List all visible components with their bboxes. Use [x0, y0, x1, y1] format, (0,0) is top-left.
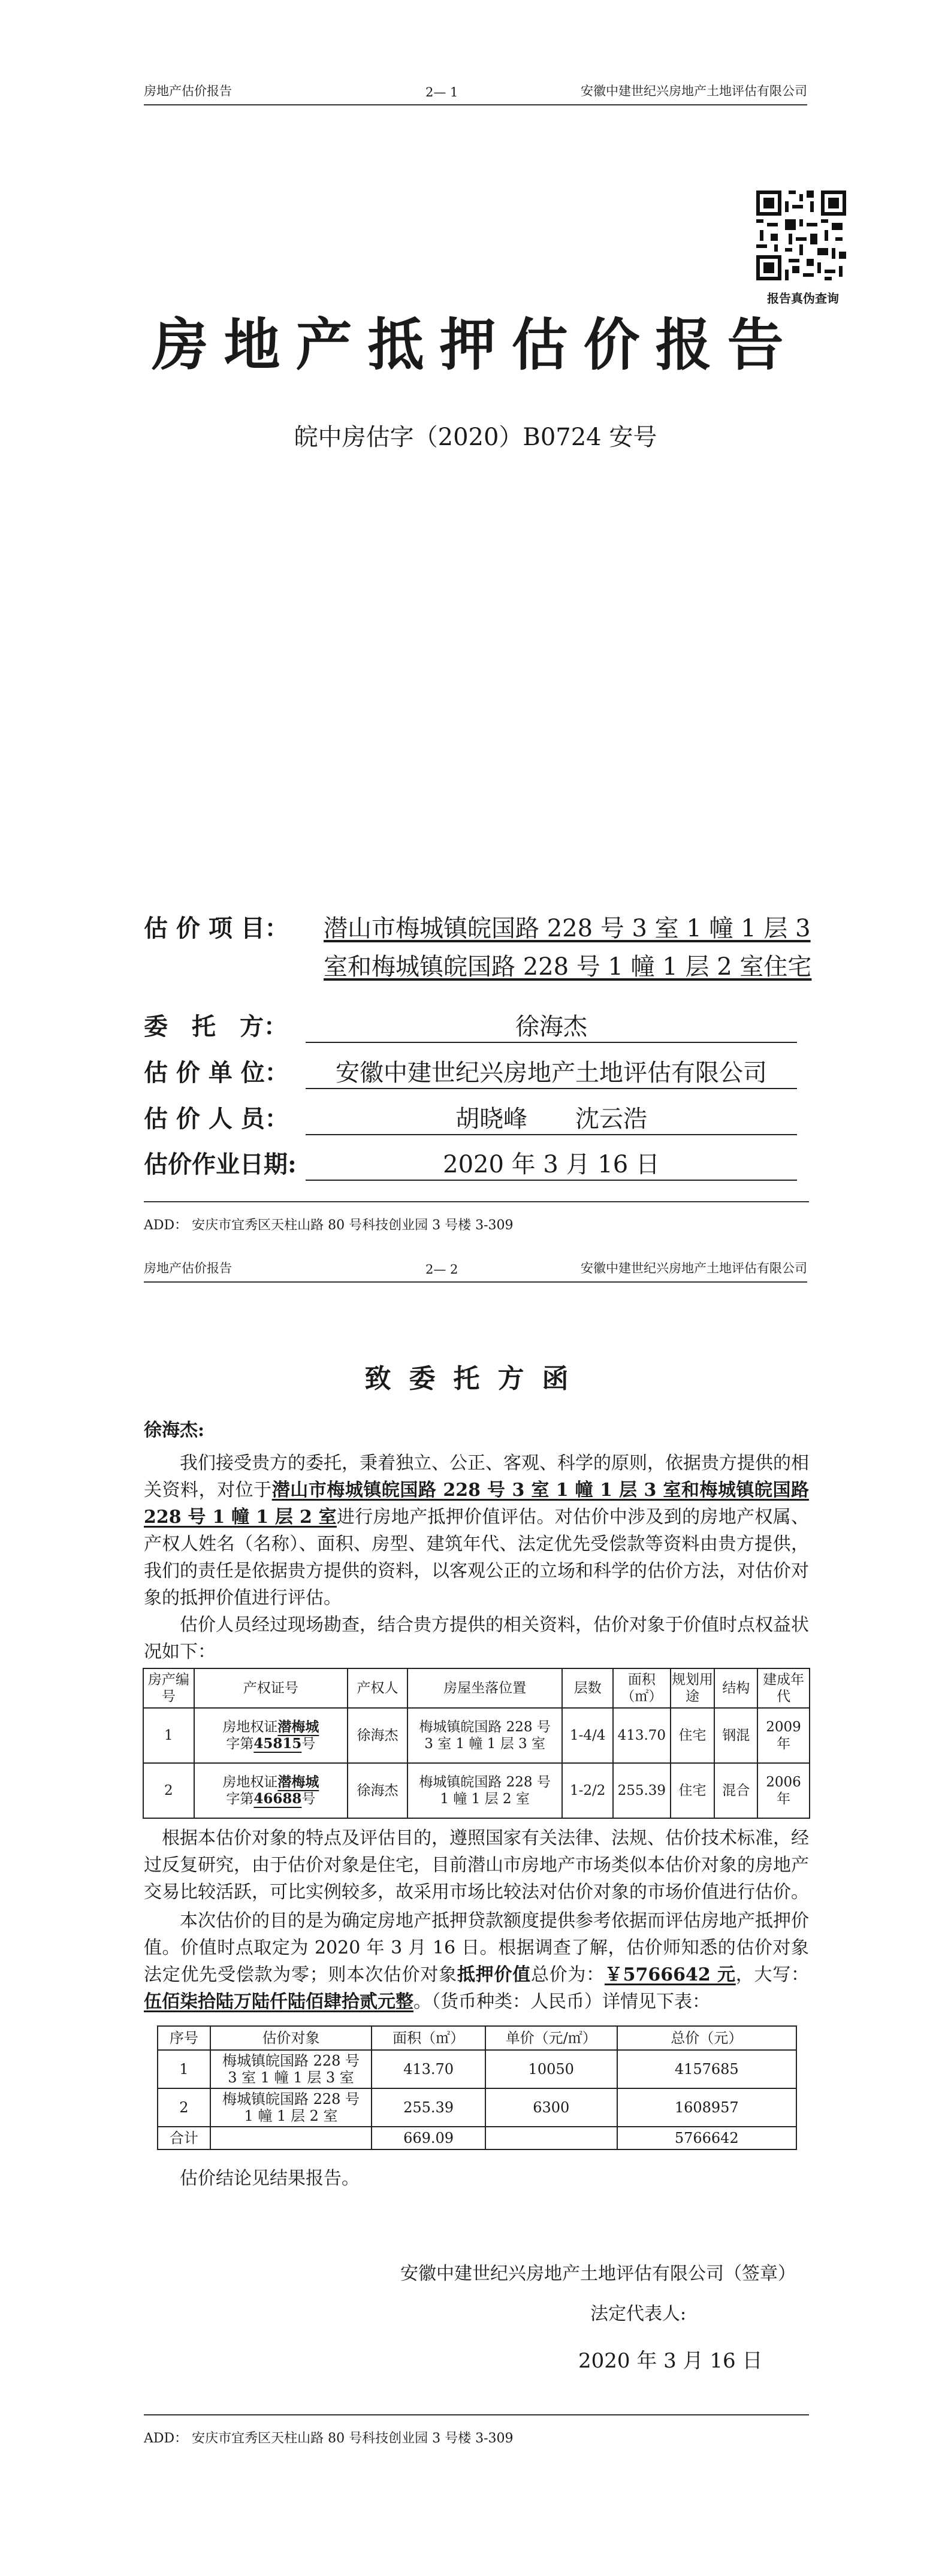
table-row — [158, 2050, 796, 2088]
footer-address: ADD： 安庆市宜秀区天柱山路 80 号科技创业园 3 号楼 3-309 — [144, 1218, 514, 1233]
cell-no: 1 — [158, 2050, 210, 2088]
header-page-number: 2— 1 — [425, 85, 458, 99]
paragraph-4 — [144, 1907, 809, 2015]
table-row — [158, 2088, 796, 2127]
cell-location: 梅城镇皖国路 228 号 3 室 1 幢 1 层 3 室 — [407, 1708, 562, 1763]
cell-structure: 钢混 — [714, 1708, 757, 1763]
date-value: 2020 年 3 月 16 日 — [306, 1145, 797, 1181]
col-header-area: 面积（㎡） — [613, 1668, 671, 1708]
cell-sum-area: 669.09 — [372, 2127, 485, 2149]
signature-company: 安徽中建世纪兴房地产土地评估有限公司（签章） — [400, 2263, 796, 2284]
cell-unit-price: 10050 — [485, 2050, 617, 2088]
cell-year: 2009 年 — [757, 1708, 810, 1763]
document-number: 皖中房估字（2020）B0724 安号 — [294, 424, 657, 451]
footer-rule — [144, 1201, 809, 1202]
cell-floors: 1-4/4 — [562, 1708, 613, 1763]
cell-unit-price: 6300 — [485, 2088, 617, 2127]
qr-caption: 报告真伪查询 — [767, 291, 839, 306]
cell-area: 255.39 — [613, 1763, 671, 1818]
client-value: 徐海杰 — [306, 1008, 797, 1043]
paragraph-5 — [144, 2165, 809, 2192]
paragraph-3 — [144, 1825, 809, 1906]
p4-text-b: 总价为： — [530, 1964, 605, 1985]
col-header-object: 估价对象 — [210, 2026, 372, 2050]
p4-text-a: 本次估价的目的是为确定房地产抵押贷款额度提供参考依据而评估房地产抵押价值。价值时点取定为 2020 年 3 月 16 日。根据调查了解，估价师知悉的估价对象法定优先受偿款为零；则本次估价对象 — [144, 1910, 809, 1985]
cell-structure: 混合 — [714, 1763, 757, 1818]
project-value-line1: 潜山市梅城镇皖国路 228 号 3 室 1 幢 1 层 3 — [324, 915, 811, 942]
p5-text: 估价结论见结果报告。 — [180, 2168, 360, 2189]
col-header-structure: 结构 — [714, 1668, 757, 1708]
col-header-year: 建成年代 — [757, 1668, 810, 1708]
cell-sum-label: 合计 — [158, 2127, 210, 2149]
cell-use: 住宅 — [671, 1763, 715, 1818]
cell-total: 1608957 — [617, 2088, 796, 2127]
p4-amount: ￥5766642 元 — [604, 1964, 736, 1985]
p4-text-c: ，大写： — [735, 1964, 810, 1985]
date-row — [144, 1145, 809, 1181]
cell-owner: 徐海杰 — [348, 1708, 407, 1763]
qr-code-icon[interactable] — [756, 191, 846, 280]
cell-cert: 房地权证潜梅城 字第45815号 — [194, 1708, 348, 1763]
property-rights-table — [143, 1668, 810, 1819]
header-page-number: 2— 2 — [425, 1262, 458, 1277]
col-header-no: 房产编号 — [143, 1668, 194, 1708]
table-header-row — [158, 2026, 796, 2050]
salutation-text: 徐海杰: — [144, 1420, 205, 1441]
client-label: 委 托 方： — [144, 1012, 288, 1041]
page-header — [144, 1255, 807, 1283]
cell-use: 住宅 — [671, 1708, 715, 1763]
p1-text-a: 我们接受贵方的委托，秉着独立、公正、客观、科学的原则，依据贵方提供的相关资料，对位于 — [144, 1453, 809, 1501]
appraiser-org-row — [144, 1054, 809, 1090]
cell-owner: 徐海杰 — [348, 1763, 407, 1818]
table-row — [143, 1763, 810, 1818]
project-label: 估 价 项 目： — [144, 914, 289, 942]
signature-date: 2020 年 3 月 16 日 — [578, 2349, 763, 2373]
col-header-no: 序号 — [158, 2026, 210, 2050]
col-header-unit-price: 单价（元/㎡） — [485, 2026, 617, 2050]
col-header-location: 房屋坐落位置 — [407, 1668, 562, 1708]
header-company: 安徽中建世纪兴房地产土地评估有限公司 — [581, 84, 807, 98]
header-left-title: 房地产估价报告 — [144, 84, 232, 98]
client-row — [144, 1008, 809, 1044]
report-cover-page — [0, 0, 951, 1255]
col-header-area: 面积（㎡） — [372, 2026, 485, 2050]
p2-text: 估价人员经过现场勘查，结合贵方提供的相关资料，估价对象于价值时点权益状况如下： — [144, 1614, 809, 1662]
cell-sum-total: 5766642 — [617, 2127, 796, 2149]
appraisers-value: 胡晓峰 沈云浩 — [306, 1100, 797, 1135]
appraiser-org-label: 估 价 单 位： — [144, 1059, 289, 1087]
cell-area: 255.39 — [372, 2088, 485, 2127]
table-row — [143, 1708, 810, 1763]
col-header-floors: 层数 — [562, 1668, 613, 1708]
appraisers-row — [144, 1100, 809, 1136]
p3-text: 根据本估价对象的特点及评估目的，遵照国家有关法律、法规、估价技术标准，经过反复研究，由于估价对象是住宅，目前潜山市房地产市场类似本估价对象的房地产交易比较活跃，可比实例较多，故采用市场比较法对估价对象的市场价值进行估价。 — [144, 1828, 809, 1903]
cell-object: 梅城镇皖国路 228 号 1 幢 1 层 2 室 — [210, 2088, 372, 2127]
cell-sum-object — [210, 2127, 372, 2149]
cell-object: 梅城镇皖国路 228 号 3 室 1 幢 1 层 3 室 — [210, 2050, 372, 2088]
appraiser-org-value: 安徽中建世纪兴房地产土地评估有限公司 — [306, 1054, 797, 1089]
cell-sum-unit — [485, 2127, 617, 2149]
project-row — [144, 909, 812, 981]
p4-text-d: 。（货币种类：人民币）详情见下表： — [413, 1991, 710, 2012]
cell-no: 2 — [143, 1763, 194, 1818]
header-company: 安徽中建世纪兴房地产土地评估有限公司 — [581, 1261, 807, 1275]
footer-rule — [144, 2414, 809, 2415]
appraisers-label: 估 价 人 员： — [144, 1105, 289, 1133]
signature-representative: 法定代表人: — [590, 2303, 687, 2324]
cell-floors: 1-2/2 — [562, 1763, 613, 1818]
col-header-cert: 产权证号 — [194, 1668, 348, 1708]
project-value-line2: 室和梅城镇皖国路 228 号 1 幢 1 层 2 室住宅 — [324, 953, 812, 981]
date-label: 估价作业日期: — [144, 1150, 297, 1178]
letter-title: 致委托方函 — [364, 1363, 587, 1394]
p4-amount-words: 伍佰柒拾陆万陆仟陆佰肆拾贰元整 — [144, 1991, 413, 2012]
salutation — [144, 1417, 809, 1444]
table-header-row — [143, 1668, 810, 1708]
p1-text-b: 进行房地产抵押价值评估。对估价中涉及到的房地产权属、产权人姓名（名称）、面积、房型、建筑年代、法定优先受偿款等资料由贵方提供，我们的责任是依据贵方提供的资料，以客观公正的立场和科学的估价方法，对估价对象的抵押价值进行评估。 — [144, 1507, 810, 1609]
p4-mortgage-value: 抵押价值 — [457, 1964, 531, 1985]
paragraph-1 — [144, 1450, 809, 1611]
paragraph-2 — [144, 1611, 809, 1665]
cell-no: 1 — [143, 1708, 194, 1763]
cell-year: 2006 年 — [757, 1763, 810, 1818]
header-left-title: 房地产估价报告 — [144, 1261, 232, 1275]
table-sum-row — [158, 2127, 796, 2149]
footer-address: ADD： 安庆市宜秀区天柱山路 80 号科技创业园 3 号楼 3-309 — [144, 2431, 514, 2446]
cell-area: 413.70 — [613, 1708, 671, 1763]
col-header-use: 规划用途 — [671, 1668, 715, 1708]
report-title: 房地产抵押估价报告 — [152, 312, 799, 378]
col-header-total: 总价（元） — [617, 2026, 796, 2050]
cell-location: 梅城镇皖国路 228 号 1 幢 1 层 2 室 — [407, 1763, 562, 1818]
p1-property-address: 潜山市梅城镇皖国路 228 号 3 室 1 幢 1 层 3 室和梅城镇皖国路 228 号 1 幢 1 层 2 室 — [144, 1480, 810, 1528]
valuation-summary-table — [157, 2025, 797, 2150]
page-header — [144, 78, 807, 105]
cell-total: 4157685 — [617, 2050, 796, 2088]
cell-no: 2 — [158, 2088, 210, 2127]
col-header-owner: 产权人 — [348, 1668, 407, 1708]
cell-cert: 房地权证潜梅城 字第46688号 — [194, 1763, 348, 1818]
cell-area: 413.70 — [372, 2050, 485, 2088]
